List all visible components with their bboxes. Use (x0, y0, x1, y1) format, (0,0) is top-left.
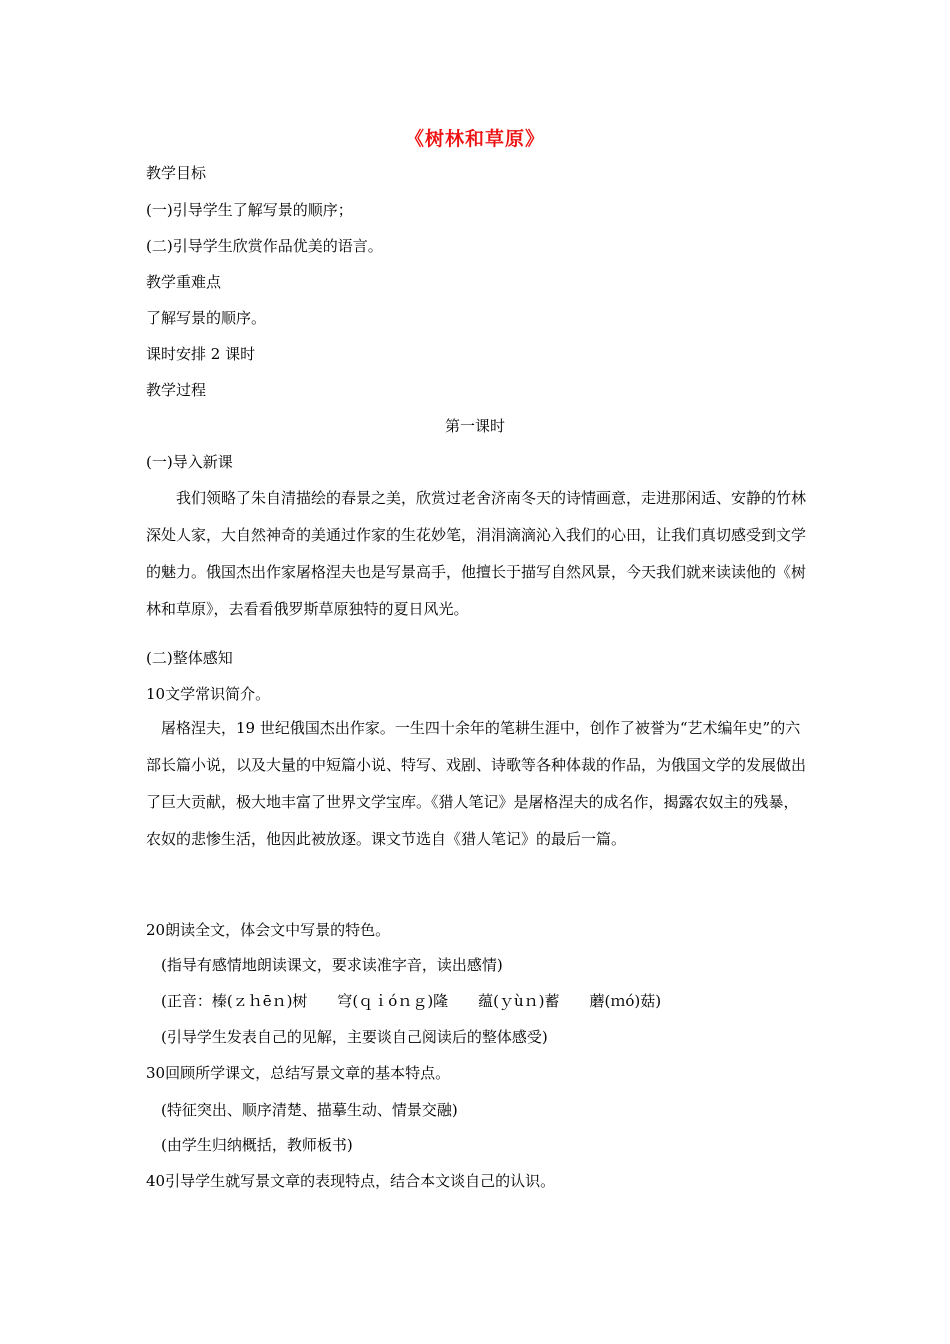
author-paragraph-text: 屠格涅夫，19 世纪俄国杰出作家。一生四十余年的笔耕生涯中，创作了被誉为“艺术编年史”的六部长篇小说，以及大量的中短篇小说、特写、戏剧、诗歌等各种体裁的作品，为俄国文学的发展做出了巨大贡献，极大地丰富了世界文学宝库。《猎人笔记》是屠格涅夫的成名作，揭露农奴主的残暴，农奴的悲惨生活，他因此被放逐。课文节选自《猎人笔记》的最后一篇。 (146, 719, 807, 848)
intro-heading: (一)导入新课 (146, 453, 233, 471)
section-heading-goals: 教学目标 (146, 164, 207, 182)
document-title: 《树林和草原》 (404, 128, 545, 150)
list-item-2: 20朗读全文，体会文中写景的特色。 (146, 921, 391, 939)
schedule-line: 课时安排 2 课时 (146, 345, 256, 363)
note-summary: (由学生归纳概括，教师板书) (161, 1136, 353, 1154)
note-reading: (指导有感情地朗读课文，要求读准字音，读出感情) (161, 956, 503, 974)
goal-item-1: (一)引导学生了解写景的顺序； (146, 201, 353, 219)
note-pronunciation: (正音：榛(ｚｈēｎ)树 穹(ｑｉóｎｇ)隆 蕴(ｙùｎ)蓄 蘑(ｍó)菇) (161, 992, 662, 1010)
note-views: (引导学生发表自己的见解，主要谈自己阅读后的整体感受) (161, 1028, 548, 1046)
author-paragraph (146, 710, 808, 858)
list-item-1: 10文学常识简介。 (146, 685, 271, 703)
intro-paragraph-text: 我们领略了朱自清描绘的春景之美，欣赏过老舍济南冬天的诗情画意，走进那闲适、安静的竹林深处人家，大自然神奇的美通过作家的生花妙笔，涓涓滴滴沁入我们的心田，让我们真切感受到文学的魅力。俄国杰出作家屠格涅夫也是写景高手，他擅长于描写自然风景，今天我们就来读读他的《树林和草原》，去看看俄罗斯草原独特的夏日风光。 (146, 489, 807, 618)
note-features: (特征突出、顺序清楚、描摹生动、情景交融) (161, 1101, 458, 1119)
section-heading-key-points: 教学重难点 (146, 273, 222, 291)
lesson-one-heading: 第一课时 (444, 417, 505, 435)
list-item-4: 40引导学生就写景文章的表现特点，结合本文谈自己的认识。 (146, 1172, 556, 1190)
intro-paragraph (146, 480, 808, 628)
goal-item-2: (二)引导学生欣赏作品优美的语言。 (146, 237, 383, 255)
key-point-text: 了解写景的顺序。 (146, 309, 267, 327)
section-heading-process: 教学过程 (146, 381, 207, 399)
list-item-3: 30回顾所学课文，总结写景文章的基本特点。 (146, 1064, 451, 1082)
overall-heading: (二)整体感知 (146, 649, 233, 667)
